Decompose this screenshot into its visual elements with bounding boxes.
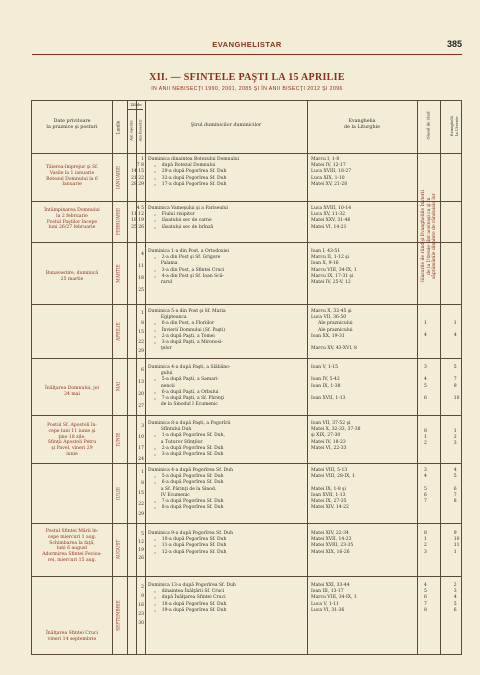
ev-februarie: Luca XVIII, 10-14 Luca XV, 11-32 Matei XXV, 31-46 Matei VI, 14-21 [311, 206, 352, 230]
row-divider [32, 358, 461, 359]
days-august: 5 12 19 26 [138, 532, 144, 561]
month-martie: MARTIE [116, 264, 122, 283]
header-eothina: Evanghelii la Utrenie [449, 115, 459, 137]
header-calendar-vechi: Am caente [128, 120, 134, 141]
header-evanghelia: Evanghelia de la Liturghie [344, 119, 380, 131]
sirul-iulie: Duminica 4-a după Pogorîrea Sf. Duh „ 5-a după Pogorîrea Sf. Duh „ 6-a după Pogorîrea Sf. Duh a Sf. Părinţi de la Sinod. IV Ecumenic „ 7-a după Pogorîrea Sf. Duh „ 8-a după Pogorîrea Sf. Duh [148, 468, 233, 511]
sirul-februarie: Duminica Vameşului şi a Fariseului „ Fiului risipitor „ lăsatului sec de carne „ lăsatului sec de brînză [148, 206, 229, 230]
header-dates: Date privitoare la praznice şi posturi [46, 119, 98, 131]
note-ianuarie: Tăierea-împrejur şi Sf. Vasile la 1 ianuarie Botezul Domnului la 6 Ianuarie [45, 165, 99, 188]
page-number: 385 [446, 39, 462, 49]
sirul-martie: Duminica 1-a din Post, a Ortodoxiei „ 2-a din Post şi Sf. Grigore Palama „ 3-a din Post, a Sfintei Cruci „ 4-a din Post şi Sf. Ioan Scă- rarul [148, 249, 230, 286]
zilele-divider [127, 109, 143, 110]
glas-iulie: 3 4 4 5 5 6 6 7 7 8 [424, 468, 457, 505]
ev-iunie: Ioan VII, 37-52 şi Matei X, 32-33, 37-38 şi XIX, 27-30 Matei IV, 18-23 Matei VI, 22-33 [311, 421, 361, 451]
row-divider [32, 523, 461, 524]
glas-septembrie: 4 2 5 3 6 4 7 5 8 6 [424, 583, 457, 613]
ev-iulie: Matei VIII, 5-13 Matei VIII, 28-IX, 1 Matei IX, 1-8 şi Ioan XVII, 1-13 Matei IX, 27-35 Matei XIV, 14-22 [311, 468, 356, 511]
col-divider [307, 101, 308, 654]
note-mai: Înălţarea Domnului, joi 24 mai [45, 386, 99, 397]
side-note: Glasurile de rând şi Evangheliile Învierii de la Utrenie sînt aceleaşi ca şi în săptămânile dinainte de rânduiala lor [420, 190, 437, 283]
month-aprilie: APRILIE [116, 322, 122, 341]
row-divider [32, 576, 461, 577]
calendar-table [31, 100, 462, 655]
days-iulie: 1 8 15 22 29 [138, 470, 144, 517]
days-septembrie: 2 9 16 23 30 [138, 585, 144, 626]
month-iulie: IULIE [116, 487, 122, 501]
header-calendar-nou: Am bisectir [137, 119, 143, 142]
note-februarie: Întâmpinarea Domnului la 2 februarie Postul Paştilor începe luni 26/27 februarie [44, 208, 100, 231]
section-title: XII. — SFINTELE PAŞTI LA 15 APRILIE [149, 72, 345, 83]
row-divider [32, 415, 461, 416]
glas-iunie: 8 1 1 2 2 3 [424, 429, 457, 447]
ev-martie: Ioan I, 43-51 Marcu II, 1-12 şi Ioan X, 9-16 Marcu VIII, 34-IX, 1 Marcu IX, 17-31 şi Matei IV, 25-V, 12 [311, 249, 357, 286]
month-februarie: FEBRUARIE [116, 207, 122, 236]
header-glas: Glasul de rând [425, 111, 431, 140]
row-divider [32, 304, 461, 305]
header-rule [32, 54, 462, 55]
section-subtitle: IN ANII NEBISECŢI 1990, 2001, 2085 ŞI ÎN ANII BISECŢI 2012 ŞI 2096 [151, 86, 343, 92]
header-month: Lunile [116, 120, 122, 135]
row-divider [32, 242, 461, 243]
ev-ianuarie: Marcu I, 1-8 Matei IV, 12-17 Luca XVIII, 18-27 Luca XIX, 1-10 Matei XV, 21-28 [311, 157, 352, 187]
sirul-septembrie: Duminica 13-a după Pogorîrea Sf. Duh „ dinaintea Înălţării Sf. Cruci „ după Înălţarea Sfintei Cruci „ 18-a după Pogorîrea Sf. Duh „ 19-a după Pogorîrea Sf. Duh [148, 583, 236, 613]
days-martie: 4 11 18 25 [138, 252, 144, 293]
month-ianuarie: IANUARIE [116, 165, 122, 190]
col-divider [145, 101, 146, 654]
month-iunie: IUNIE [116, 432, 122, 447]
ev-august: Matei XIV, 22-34 Matei XVII, 14-23 Matei XVIII, 23-35 Matei XIX, 16-26 [311, 531, 354, 555]
glas-aprilie: 1 1 4 4 [424, 321, 457, 339]
sirul-august: Duminica 9-a după Pogorîrea Sf. Duh „ 10-a după Pogorîrea Sf. Duh „ 11-a după Pogorîrea Sf. Duh „ 12-a după Pogorîrea Sf. Duh [148, 531, 233, 555]
glas-mai: 3 5 4 7 5 9 6 10 [424, 365, 460, 402]
sirul-aprilie: Duminica 5-a din Post şi Sf. Maria Egipteanca „ 6-a din Post, a Floriilor „ Învierii Domnului (Sf. Paşti) „ 2-a după Paşti, a Tomei „ 3-a după Paşti, a Mironosi- ţelor [148, 309, 226, 352]
glas-august: 8 9 1 10 2 11 3 1 [424, 531, 460, 555]
note-august: Postul Sfintei Mării în- cepe miercuri 1 aug. Schimbarea la faţă, luni 6 august Adormirea Sfintei Fecioa- rei, miercuri 15 aug. [42, 529, 102, 563]
row-divider [32, 463, 461, 464]
month-august: AUGUST [116, 539, 122, 560]
ev-mai: Ioan V, 1-15 Ioan IV, 5-42 Ioan IX, 1-38 Ioan XVII, 1-13 [311, 365, 346, 402]
header-divider [32, 153, 461, 154]
days-aprilie: 1 8 15 22 29 [138, 311, 144, 354]
row-divider [32, 201, 461, 202]
sirul-iunie: Duminica 8-a după Paşti, a Pogorîrii Sfîntului Duh „ 1-a după Pogorîrea Sf. Duh, a Tuturor Sfinţilor „ 2-a după Pogorîrea Sf. Duh „ 3-a după Pogorîrea Sf. Duh [148, 421, 231, 458]
running-title: EVANGHELISTAR [212, 40, 282, 49]
note-septembrie: Înălţarea Sfintei Cruci vineri 14 septembrie [45, 631, 99, 642]
running-header [32, 40, 462, 54]
header-zilele: Zilele [130, 102, 142, 107]
days-iunie: 3 10 17 24 [138, 424, 144, 462]
sirul-ianuarie: Duminica dinaintea Botezului Domnului „ după Botezul Domnului „ 29-a după Pogorîrea Sf. Duh „ 32-a după Pogorîrea Sf. Duh „ 17-a după Pogorîrea Sf. Duh [148, 157, 240, 187]
month-septembrie: SEPTEMBRIE [116, 600, 122, 631]
header-sirul: Şirul duminicilor duminicilor [190, 123, 262, 128]
days-ianuarie: 1 7 8 14 15 21 22 28 29 [131, 157, 144, 187]
note-iunie: Postul Sf. Apostoli în- cepe luni 11 iunie şi ţine 18 zile. Sfinţii Apostoli Petru şi Pavel, vineri 29 iunie [47, 423, 97, 457]
col-divider [417, 101, 418, 654]
note-martie: Bunavestire, duminică 25 martie [45, 271, 99, 282]
ev-septembrie: Matei XXI, 33-44 Ioan III, 13-17 Marcu VIII, 34-IX, 1 Luca V, 1-11 Luca VI, 31-36 [311, 583, 357, 613]
ev-aprilie: Marcu X, 32-45 şi Luca VII, 36-50 Ale praznicului Ale praznicului Ioan XX, 19-31 Marcu XV, 43-XVI, 8 [311, 309, 357, 352]
days-mai: 6 13 20 27 [138, 368, 144, 409]
sirul-mai: Duminica 4-a după Paşti, a Slăbăno- gului „ 5-a după Paşti, a Samari- nencii „ 6-a după Paşti, a Orbului „ 7-a după Paşti, a Sf. Părinţi de la Sinodul I Ecumenic [148, 365, 231, 408]
col-divider [112, 101, 113, 654]
days-februarie: 4 5 11 12 18 19 25 26 [131, 206, 144, 230]
month-mai: MAI [116, 381, 122, 392]
